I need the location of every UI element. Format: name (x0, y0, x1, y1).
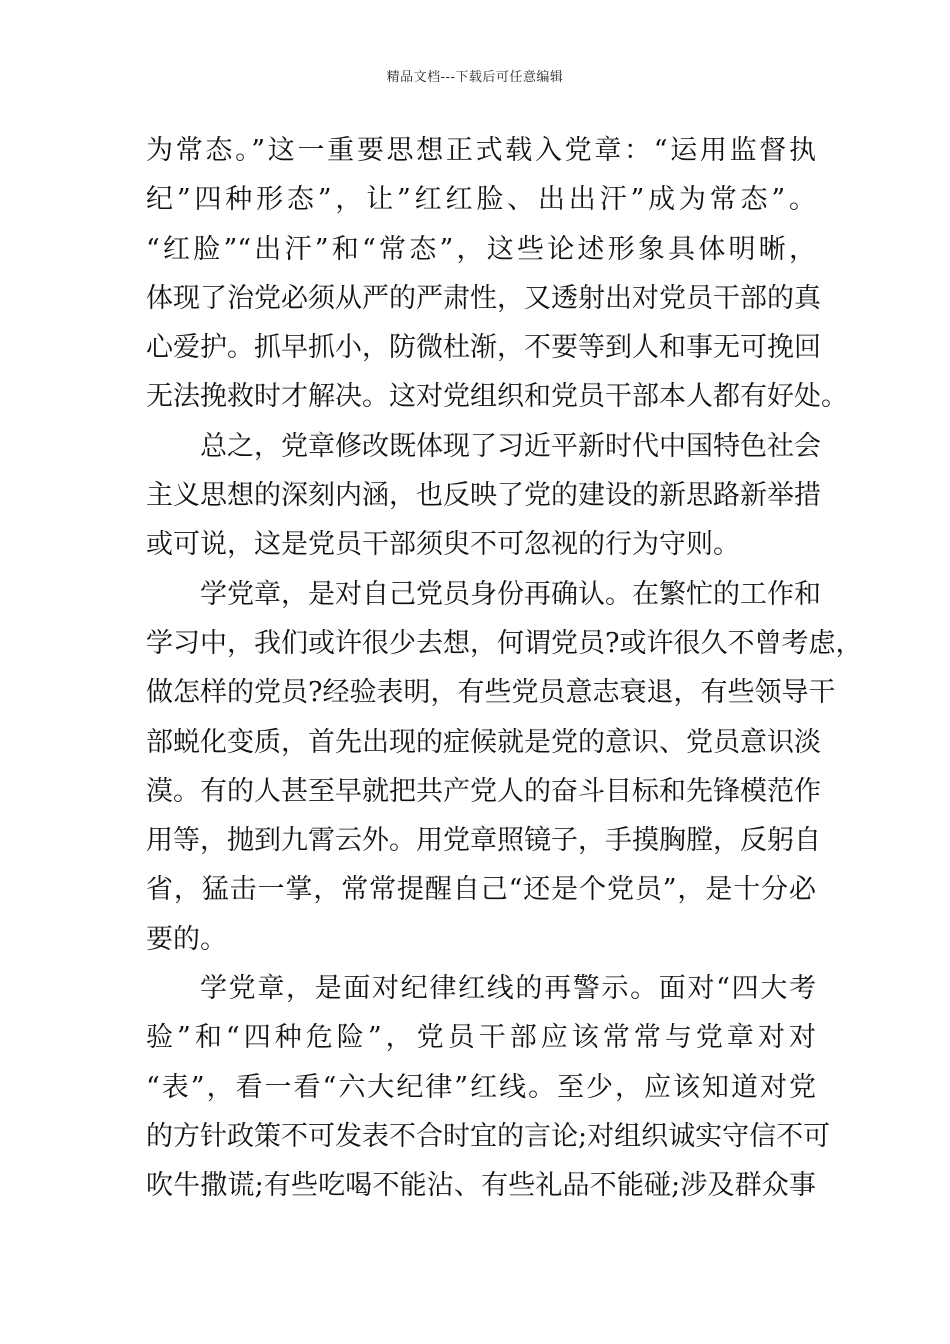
text-line: 无法挽救时才解决。这对党组织和党员干部本人都有好处。 (146, 381, 848, 413)
text-line: 总之，党章修改既体现了习近平新时代中国特色社会 (200, 430, 821, 462)
text-line: 要的。 (146, 923, 227, 955)
text-line: 用等，抛到九霄云外。用党章照镜子，手摸胸膛，反躬自 (146, 825, 821, 857)
text-line: “表”，看一看“六大纪律”红线。至少，应该知道对党 (146, 1071, 816, 1103)
text-line: 学党章，是面对纪律红线的再警示。面对“四大考 (200, 973, 816, 1005)
text-line: 为常态。”这一重要思想正式载入党章：“运用监督执 (146, 135, 816, 166)
text-line: 验”和“四种危险”，党员干部应该常常与党章对对 (146, 1022, 816, 1054)
text-line: 的方针政策不可发表不合时宜的言论;对组织诚实守信不可 (146, 1120, 831, 1152)
text-line: 学习中，我们或许很少去想，何谓党员?或许很久不曾考虑， (146, 627, 863, 659)
text-line: “红脸”“出汗”和“常态”，这些论述形象具体明晰， (146, 233, 816, 265)
text-line: 漠。有的人甚至早就把共产党人的奋斗目标和先锋模范作 (146, 775, 821, 807)
text-line: 学党章，是对自己党员身份再确认。在繁忙的工作和 (200, 578, 821, 610)
page-header: 精品文档---下载后可任意编辑 (386, 70, 564, 85)
text-line: 心爱护。抓早抓小，防微杜渐，不要等到人和事无可挽回 (146, 332, 821, 364)
text-line: 主义思想的深刻内涵，也反映了党的建设的新思路新举措 (146, 480, 821, 512)
text-line: 省，猛击一掌，常常提醒自己“还是个党员”，是十分必 (146, 874, 816, 906)
text-line: 体现了治党必须从严的严肃性，又透射出对党员干部的真 (146, 282, 821, 314)
text-line: 吹牛撒谎;有些吃喝不能沾、有些礼品不能碰;涉及群众事 (146, 1170, 816, 1202)
body-text (146, 126, 863, 1211)
text-line: 或可说，这是党员干部须臾不可忽视的行为守则。 (146, 529, 740, 561)
text-line: 纪”四种形态”，让”红红脸、出出汗”成为常态”。 (146, 184, 816, 216)
text-line: 做怎样的党员?经验表明，有些党员意志衰退，有些领导干 (146, 677, 836, 709)
text-line: 部蜕化变质，首先出现的症候就是党的意识、党员意识淡 (146, 726, 821, 758)
